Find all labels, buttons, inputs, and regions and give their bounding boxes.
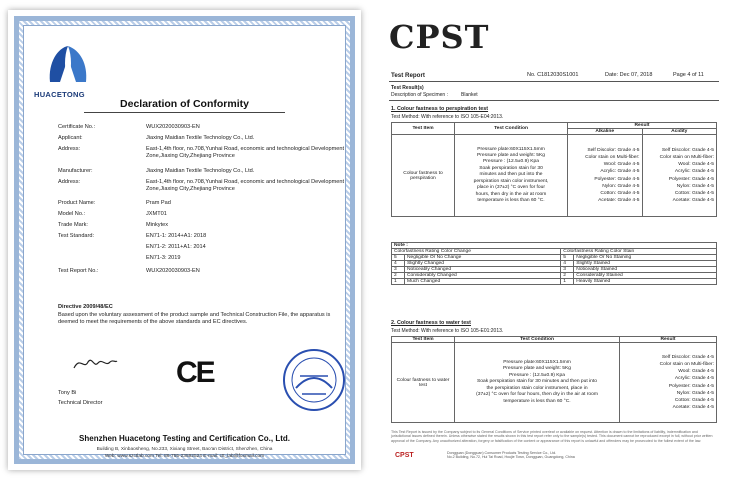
field-value: EN71-1: 2014+A1: 2018 <box>146 233 207 239</box>
footer-cpst-logo: CPST <box>395 452 414 459</box>
grade-description: Considerably Changed <box>405 273 561 279</box>
header-divider <box>389 81 719 82</box>
report-date: Date: Dec 07, 2018 <box>605 72 653 78</box>
cell-line: perspiration stain color instrument, <box>473 178 549 184</box>
grade-description: Negligible Or No Staining <box>574 255 717 261</box>
field-value: WUX2020030903-EN <box>146 124 200 130</box>
grade-cell: 5 <box>392 255 405 261</box>
test-results-label: Test Result(s) <box>391 85 424 91</box>
col-test-condition: Test Condition <box>455 337 620 343</box>
field-label: Test Report No.: <box>58 268 99 274</box>
water-table <box>391 336 717 423</box>
field-label: Trade Mark: <box>58 222 88 228</box>
cell-line: Self Discolor: Grade 4-5 <box>661 147 714 153</box>
cell-line: Pressure plate and weight: 5Kg <box>477 153 545 159</box>
cell-line: Polyester: Grade 4-5 <box>594 176 640 182</box>
cell-line: Nylon: Grade 4-5 <box>676 390 714 396</box>
brand-name: HUACETONG <box>34 90 85 99</box>
note-col-change: Colorfastness Rating Color Change <box>392 249 561 255</box>
cell-line: Color stain on Multi-fiber: <box>659 361 714 367</box>
cell-line: Cotton: Grade 4-5 <box>674 397 714 403</box>
grade-cell: 2 <box>561 273 574 279</box>
cell-line: Pressure plate:60X115X1.5mm <box>503 360 571 366</box>
col-alkaline: Alkaline <box>568 129 643 135</box>
certification-stamp-icon <box>282 348 346 412</box>
grade-cell: 2 <box>392 273 405 279</box>
title-divider <box>84 112 285 113</box>
cell-line: Pressure plate and weight: 5Kg <box>503 366 571 372</box>
report-heading: Test Report <box>391 72 425 79</box>
cell-line: Nylon: Grade 4-5 <box>676 183 714 189</box>
grade-description: Heavily Stained <box>574 279 717 285</box>
specimen-value: Blanket <box>461 92 478 98</box>
cell-line: Soak perspiration stain for 30 <box>479 165 543 171</box>
col-test-item: Test Item <box>392 123 455 135</box>
signature-scribble-icon <box>72 354 118 372</box>
cell-line: minutes and then put into the <box>479 172 543 178</box>
grade-cell: 1 <box>392 279 405 285</box>
water-results <box>620 343 717 423</box>
report-disclaimer: This Test Report is issued by the Company subject to its General Conditions of Service printed overleaf or available on request. Attention is drawn to the limitations of liability, indemnification and jurisdictional issues defined therein. Unless otherwise stated the results shown in this test report refer only to the sample(s) tested. This document cannot be reproduced except in full, without prior written approval of the Company. Any unauthorized alteration, forgery or falsification of the content or appearance of this report is unlawful and offenders may be prosecuted to the fullest extent of the law. <box>391 430 713 443</box>
declaration-document <box>8 10 361 470</box>
cell-line: Color stain on Multi-fiber: <box>659 154 714 160</box>
note-row <box>392 279 717 285</box>
directive-text: Based upon the voluntary assessment of the product sample and Technical Construction File, the apparatus is deemed to meet the requirements of the above standards and EC directives. <box>58 312 331 325</box>
report-number: No. C1812030S1001 <box>527 72 579 78</box>
grade-description: Slightly Changed <box>405 261 561 267</box>
note-title: Note : <box>392 243 717 249</box>
field-value: JXMT01 <box>146 211 167 217</box>
grade-description: Considerably Stained <box>574 273 717 279</box>
note-col-stain: Colorfastness Rating Color Stain <box>561 249 717 255</box>
perspiration-item: Colour fastness to perspiration <box>392 135 455 217</box>
directive-title: Directive 2009/48/EC <box>58 304 113 310</box>
specimen-divider <box>389 100 719 101</box>
field-label: Applicant: <box>58 135 83 141</box>
grade-cell: 3 <box>392 267 405 273</box>
cell-line: Cotton: Grade 4-5 <box>600 190 640 196</box>
rating-note-table <box>391 242 717 285</box>
col-result: Result <box>620 337 717 343</box>
acidity-results <box>642 135 717 217</box>
grade-description: Slightly Stained <box>574 261 717 267</box>
cell-line: Acrylic: Grade 4-5 <box>600 169 640 175</box>
cell-line: Wool: Grade 4-5 <box>678 162 714 168</box>
field-label: Test Standard: <box>58 233 95 239</box>
grade-cell: 4 <box>392 261 405 267</box>
cell-line: Acrylic: Grade 4-5 <box>674 169 714 175</box>
grade-description: Much Changed <box>405 279 561 285</box>
field-label: Address: <box>58 179 81 185</box>
footer-company: Dongguan (Dongguan) Consumer Products Testing Service Co., Ltd. <box>447 451 557 455</box>
footer-address: No.2 Building, No.72, Hui Tai Road, Houjie Town, Dongguan, Guangdong, China <box>447 455 575 460</box>
field-value: EN71-2: 2011+A1: 2014 <box>146 244 206 250</box>
section2-method: Test Method: With reference to ISO 105-E01:2013. <box>391 328 504 334</box>
cell-line: Acetate: Grade 4-5 <box>672 198 714 204</box>
section1-title: 1. Colour fastness to perspiration test <box>391 106 489 112</box>
grade-cell: 5 <box>561 255 574 261</box>
field-value: East-1,4th floor, no.708,Yunhai Road, economic and technological Development Zone,Jiaxing City,Zhejiang Province <box>146 179 345 192</box>
cell-line: Acetate: Grade 4-5 <box>598 198 640 204</box>
cell-line: Acetate: Grade 4-5 <box>672 405 714 411</box>
report-page: Page 4 of 11 <box>673 72 704 78</box>
grade-cell: 3 <box>561 267 574 273</box>
field-label: Certificate No.: <box>58 124 95 130</box>
field-value: East-1,4th floor, no.708,Yunhai Road, economic and technological Development Zone,Jiaxing City,Zhejiang Province <box>146 146 345 159</box>
field-label: Product Name: <box>58 200 96 206</box>
note-rows <box>392 255 717 285</box>
grade-description: Negligible Or No Change <box>405 255 561 261</box>
signature-image <box>72 354 118 376</box>
water-item: Colour fastness to water test <box>392 343 455 423</box>
ce-mark: CE <box>176 356 214 389</box>
cell-line: hours, then dry in the air at room <box>475 191 547 197</box>
cell-line: Cotton: Grade 4-5 <box>674 190 714 196</box>
cpst-logo: CPST <box>389 18 490 56</box>
signer-title: Technical Director <box>58 400 103 406</box>
cell-line: Soak perspiration stain for 30 minutes and then put into <box>477 379 597 385</box>
field-value: EN71-3: 2019 <box>146 255 181 261</box>
field-label: Address: <box>58 146 81 152</box>
company-contact: Web: www.szctlab.com Tel: 86-755-23592524 E-mail: ctt_lab@foxmail.com <box>104 454 265 459</box>
water-condition <box>455 343 620 423</box>
cell-line: Color stain on Multi-fiber: <box>585 154 640 160</box>
section1-method: Test Method: With reference to ISO 105-E04:2013. <box>391 114 504 120</box>
footer-info <box>447 451 575 460</box>
company-name: Shenzhen Huacetong Testing and Certification Co., Ltd. <box>79 434 290 443</box>
test-report-document <box>377 6 731 480</box>
col-result: Result <box>568 123 717 129</box>
perspiration-condition <box>455 135 568 217</box>
cell-line: the perspiration stain color instrument, place in <box>486 385 588 391</box>
cell-line: Nylon: Grade 4-5 <box>602 183 640 189</box>
grade-description: Noticeably Stained <box>574 267 717 273</box>
col-acidity: Acidity <box>642 129 717 135</box>
certificate-border <box>14 16 355 464</box>
cell-line: Pressure : (12.5±0.9) Kpa <box>509 372 565 378</box>
field-value: Minkytex <box>146 222 169 228</box>
specimen-label: Description of Specimen : <box>391 92 448 98</box>
section2-title: 2. Colour fastness to water test <box>391 320 471 326</box>
col-test-item: Test Item <box>392 337 455 343</box>
cell-line: temperature is less than 60 °C. <box>477 197 545 203</box>
certificate-body <box>23 25 346 459</box>
cell-line: place in (37±2) °C oven for four <box>477 185 545 191</box>
grade-description: Noticeably Changed <box>405 267 561 273</box>
field-value: Jiaxing Maidian Textile Technology Co., Ltd. <box>146 168 255 174</box>
field-value: WUX2020030903-EN <box>146 268 200 274</box>
cell-line: Pressure plate:60X115X1.5mm <box>477 146 545 152</box>
cell-line: Polyester: Grade 4-5 <box>668 176 714 182</box>
perspiration-table <box>391 122 717 217</box>
cell-line: Polyester: Grade 4-5 <box>668 383 714 389</box>
cell-line: (37±2) °C oven for four hours, then dry in the air at room <box>476 392 598 398</box>
cell-line: temperature is less than 60 °C. <box>503 398 571 404</box>
huacetong-logo-icon <box>38 42 98 90</box>
cell-line: Self Discolor: Grade 4-5 <box>661 354 714 360</box>
field-value: Jiaxing Maidian Textile Technology Co., Ltd. <box>146 135 255 141</box>
grade-cell: 1 <box>561 279 574 285</box>
field-label: Manufacturer: <box>58 168 93 174</box>
field-value: Pram Pad <box>146 200 171 206</box>
grade-cell: 4 <box>561 261 574 267</box>
cell-line: Pressure : (12.5±0.9) Kpa <box>483 159 539 165</box>
field-label: Model No.: <box>58 211 86 217</box>
col-test-condition: Test Condition <box>455 123 568 135</box>
cell-line: Wool: Grade 4-5 <box>603 162 640 168</box>
alkaline-results <box>568 135 643 217</box>
cell-line: Acrylic: Grade 4-5 <box>674 376 714 382</box>
document-title: Declaration of Conformity <box>120 98 249 110</box>
signer-name: Tony Bi <box>58 390 77 396</box>
cell-line: Self Discolor: Grade 4-5 <box>587 147 640 153</box>
cell-line: Wool: Grade 4-5 <box>678 369 714 375</box>
company-address: Building B, Xinbaosheng, No.233, Xixiang Street, Bao'an District, Shenzhen, China <box>96 447 273 452</box>
